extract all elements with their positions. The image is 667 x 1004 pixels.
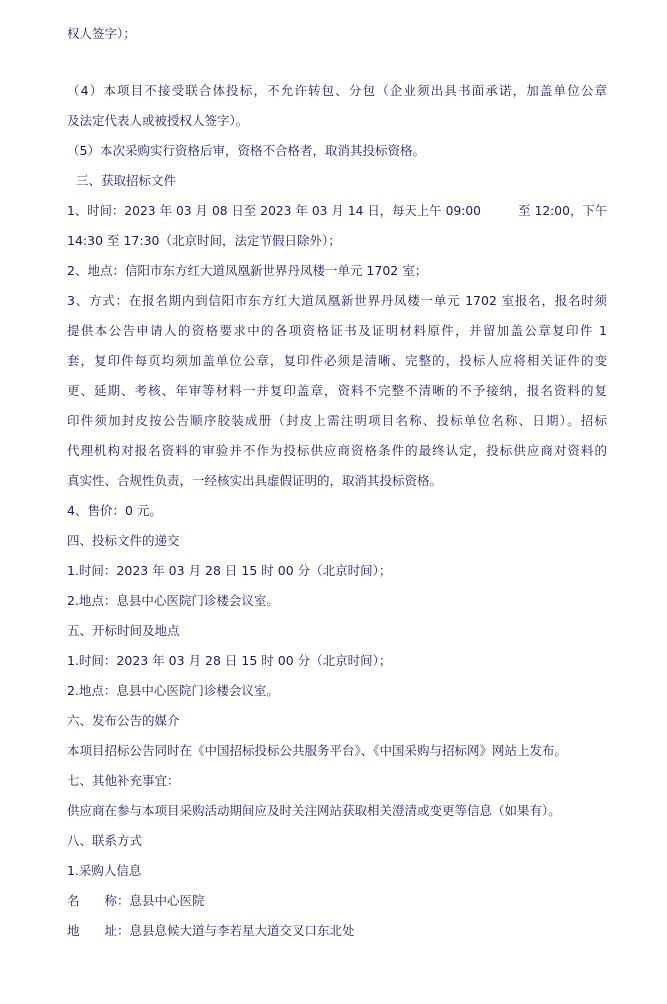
- section-heading: 七、其他补充事宜：: [67, 773, 180, 788]
- text-line: 地 址：息县息候大道与李若星大道交叉口东北处: [67, 923, 355, 938]
- text-line: 印件须加封皮按公告顺序胶装成册（封皮上需注明项目名称、投标单位名称、日期）。招标: [67, 413, 607, 428]
- text-line: 名 称：息县中心医院: [67, 893, 205, 908]
- text-line: 2.地点：息县中心医院门诊楼会议室。: [67, 593, 279, 608]
- text-line: 1.采购人信息: [67, 863, 142, 878]
- text-line: 1.时间：2023 年 03 月 28 日 15 时 00 分（北京时间）；: [67, 653, 392, 668]
- text-line: 1.时间：2023 年 03 月 28 日 15 时 00 分（北京时间）；: [67, 563, 392, 578]
- text-line: 更、延期、考核、年审等材料一并复印盖章，资料不完整不清晰的不予接纳，报名资料的复: [67, 383, 607, 398]
- text-line: 供应商在参与本项目采购活动期间应及时关注网站获取相关澄清或变更等信息（如果有）。: [67, 803, 561, 818]
- text-line: 本项目招标公告同时在《中国招标投标公共服务平台》、《中国采购与招标网》网站上发布。: [67, 743, 568, 758]
- text-line: 2.地点：息县中心医院门诊楼会议室。: [67, 683, 279, 698]
- section-heading: 三、获取招标文件: [76, 173, 177, 188]
- text-line: 真实性、合规性负责，一经核实出具虚假证明的，取消其投标资格。: [67, 473, 443, 488]
- text-line: 提供本公告申请人的资格要求中的各项资格证书及证明材料原件，并留加盖公章复印件 1: [67, 323, 607, 338]
- section-heading: 八、联系方式: [67, 833, 143, 848]
- text-line: 14:30 至 17:30（北京时间，法定节假日除外）；: [67, 233, 341, 248]
- text-line: 套，复印件每页均须加盖单位公章，复印件必须是清晰、完整的，投标人应将相关证件的变: [67, 353, 607, 368]
- text-line: 3、方式：在报名期内到信阳市东方红大道凤凰新世界丹凤楼一单元 1702 室报名，报名时须: [67, 293, 607, 308]
- text-line: 代理机构对报名资料的审验并不作为投标供应商资格条件的最终认定，投标供应商对资料的: [67, 443, 607, 458]
- section-heading: 六、发布公告的媒介: [67, 713, 180, 728]
- text-line: （5）本次采购实行资格后审，资格不合格者，取消其投标资格。: [67, 143, 425, 158]
- section-heading: 五、开标时间及地点: [67, 623, 180, 638]
- text-line: 2、地点：信阳市东方红大道凤凰新世界丹凤楼一单元 1702 室；: [67, 263, 428, 278]
- section-heading: 四、投标文件的递交: [67, 533, 180, 548]
- text-line: 权人签字）；: [67, 26, 136, 41]
- text-line: （4）本项目不接受联合体投标，不允许转包、分包（企业须出具书面承诺，加盖单位公章: [67, 83, 607, 98]
- text-line: 4、售价：0 元。: [67, 503, 162, 518]
- text-line: 1、时间：2023 年 03 月 08 日至 2023 年 03 月 14 日，每天上午 09:00 至 12:00，下午: [67, 204, 607, 218]
- text-line: 及法定代表人或被授权人签字）。: [67, 113, 249, 128]
